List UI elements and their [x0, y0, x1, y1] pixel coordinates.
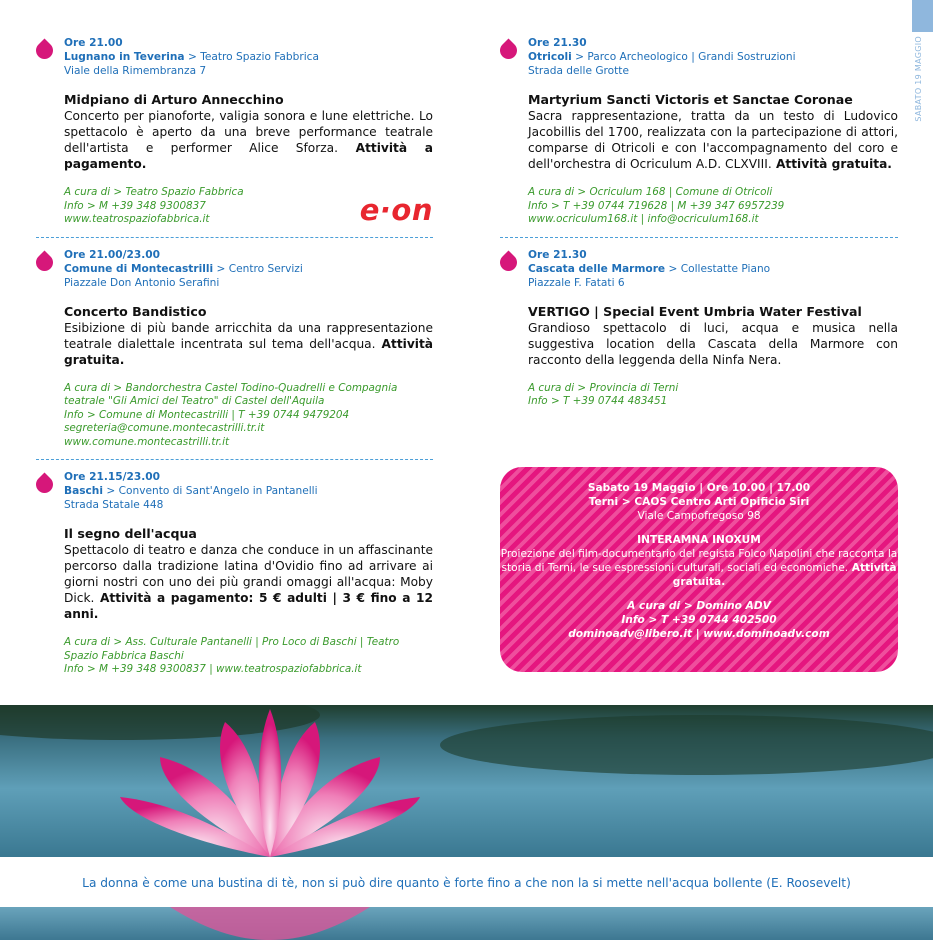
- credit-link[interactable]: www.teatrospaziofabbrica.it: [64, 213, 210, 225]
- event-description: Esibizione di più bande arricchita da una rappresentazione teatrale dialettale incentrata sul tema dell'acqua. Attività gratuita.: [64, 320, 433, 367]
- event-baschi: [36, 470, 433, 677]
- event-description: Spettacolo di teatro e danza che conduce in un affascinante percorso dalla tradizione latina d'Ovidio fino ad arrivare ai giorni nostri con uno dei più grandi omaggi all'acqua: Moby Dick. Attività a pagamento: 5 € adulti | 3 € fino a 12 anni.: [64, 543, 433, 621]
- credit-line: Info > M +39 348 9300837 | www.teatrospaziofabbrica.it: [64, 663, 362, 675]
- promo-box: [500, 467, 898, 672]
- event-meta: [64, 36, 433, 78]
- promo-title: INTERAMNA INOXUM: [637, 534, 761, 546]
- credit-line: A cura di > Ocriculum 168 | Comune di Otricoli: [528, 186, 773, 198]
- credit-line: Info > T +39 0744 719628 | M +39 347 6957239: [528, 199, 785, 212]
- promo-date: Sabato 19 Maggio | Ore 10.00 | 17.00: [587, 482, 811, 494]
- credit-line: Info > Comune di Montecastrilli | T +39 0744 9479204: [64, 408, 350, 421]
- promo-credit: A cura di > Domino ADV: [627, 600, 771, 612]
- credit-link[interactable]: segreteria@comune.montecastrilli.tr.it: [64, 422, 265, 434]
- event-description: Sacra rappresentazione, tratta da un testo di Ludovico Jacobillis del 1700, realizzata con la partecipazione di attori, comparse di Otricoli e con l'accompagnamento del coro e dell'orchestra di Ocriculum A.D. CLXVIII. Attività gratuita.: [528, 109, 898, 171]
- left-column: [36, 36, 433, 677]
- credit-link[interactable]: www.ocriculum168.it | info@ocriculum168.it: [528, 213, 759, 225]
- divider: [500, 237, 898, 238]
- event-title: Il segno dell'acqua: [64, 526, 197, 541]
- event-credits: [528, 382, 898, 409]
- credit-link[interactable]: www.comune.montecastrilli.tr.it: [64, 435, 230, 448]
- event-marmore: [500, 248, 898, 409]
- event-address: Strada Statale 448: [64, 499, 164, 511]
- event-address: Viale della Rimembranza 7: [64, 65, 207, 77]
- lotus-photo: [0, 705, 933, 857]
- event-lugnano: [36, 36, 433, 227]
- event-time: Ore 21.15/23.00: [64, 471, 160, 483]
- event-place: Lugnano in Teverina: [64, 51, 185, 63]
- credit-line: A cura di > Provincia di Terni: [528, 381, 679, 394]
- event-venue: > Collestatte Piano: [665, 262, 771, 275]
- event-description: Grandioso spettacolo di luci, acqua e musica nella suggestiva location della Cascata della Marmore con racconto della leggenda della Ninfa Nera.: [528, 320, 898, 367]
- event-credits: [528, 186, 898, 227]
- water-drop-icon: [496, 38, 520, 62]
- event-address: Piazzale F. Fatati 6: [528, 276, 625, 289]
- credit-line: A cura di > Teatro Spazio Fabbrica: [64, 186, 244, 198]
- reflection-icon: [0, 907, 933, 940]
- event-description: Concerto per pianoforte, valigia sonora e lune elettriche. Lo spettacolo è aperto da una breve performance teatrale dell'artista e performer Alice Sforza. Attività a pagamento.: [64, 109, 433, 171]
- event-time: Ore 21.30: [528, 37, 587, 49]
- event-time: Ore 21.00/23.00: [64, 248, 160, 261]
- credit-line: A cura di > Ass. Culturale Pantanelli | Pro Loco di Baschi | Teatro Spazio Fabbrica Baschi: [64, 636, 400, 662]
- divider: [36, 237, 433, 238]
- side-color-bar: [912, 0, 933, 32]
- event-place: Baschi: [64, 485, 103, 497]
- water-drop-icon: [32, 250, 56, 274]
- side-strip: [912, 0, 933, 140]
- event-credits: [64, 382, 433, 450]
- promo-venue: Terni > CAOS Centro Arti Opificio Siri: [588, 496, 810, 508]
- event-credits: [64, 636, 433, 677]
- event-address: Piazzale Don Antonio Serafini: [64, 276, 220, 289]
- credit-line: Info > T +39 0744 483451: [528, 395, 668, 407]
- event-place: Otricoli: [528, 51, 572, 63]
- event-place: Cascata delle Marmore: [528, 262, 666, 275]
- water-drop-icon: [32, 472, 56, 496]
- event-title: Martyrium Sancti Victoris et Sanctae Coronae: [528, 92, 853, 107]
- promo-info: Info > T +39 0744 402500: [621, 614, 777, 626]
- event-title: Midpiano di Arturo Annecchino: [64, 92, 284, 107]
- event-title: Concerto Bandistico: [64, 303, 207, 319]
- promo-description: Proiezione del film-documentario del regista Folco Napolini che racconta la storia di Terni, le sue espressioni culturali, sociali ed economiche. Attività gratuita.: [500, 548, 898, 588]
- water-drop-icon: [32, 38, 56, 62]
- event-place: Comune di Montecastrilli: [64, 262, 214, 275]
- lotus-reflection: [0, 907, 933, 940]
- event-meta: [64, 248, 433, 290]
- event-montecastrilli: [36, 248, 433, 450]
- credit-line: Info > M +39 348 9300837: [64, 199, 206, 212]
- divider: [36, 459, 433, 460]
- event-address: Strada delle Grotte: [528, 65, 629, 77]
- event-venue: > Teatro Spazio Fabbrica: [184, 51, 319, 63]
- eon-logo: e·on: [359, 192, 433, 227]
- event-venue: > Parco Archeologico | Grandi Sostruzioni: [571, 51, 796, 63]
- event-title: VERTIGO | Special Event Umbria Water Festival: [528, 303, 862, 319]
- event-venue: > Convento di Sant'Angelo in Pantanelli: [102, 485, 318, 497]
- event-time: Ore 21.00: [64, 37, 123, 49]
- right-column: [500, 36, 898, 409]
- quote-text: La donna è come una bustina di tè, non si può dire quanto è forte fino a che non la si mette nell'acqua bollente (E. Roosevelt): [82, 876, 851, 890]
- promo-links[interactable]: dominoadv@libero.it | www.dominoadv.com: [568, 628, 830, 640]
- event-meta: [64, 470, 433, 512]
- event-venue: > Centro Servizi: [213, 262, 303, 275]
- event-meta: [528, 248, 898, 290]
- side-date-label: SABATO 19 MAGGIO: [914, 36, 923, 122]
- event-time: Ore 21.30: [528, 248, 587, 261]
- event-otricoli: [500, 36, 898, 227]
- promo-address: Viale Campofregoso 98: [637, 510, 761, 522]
- event-meta: [528, 36, 898, 78]
- lotus-flower-icon: [0, 705, 933, 857]
- water-drop-icon: [496, 250, 520, 274]
- credit-line: A cura di > Bandorchestra Castel Todino-Quadrelli e Compagnia teatrale "Gli Amici del Teatro" di Castel dell'Aquila: [64, 381, 398, 407]
